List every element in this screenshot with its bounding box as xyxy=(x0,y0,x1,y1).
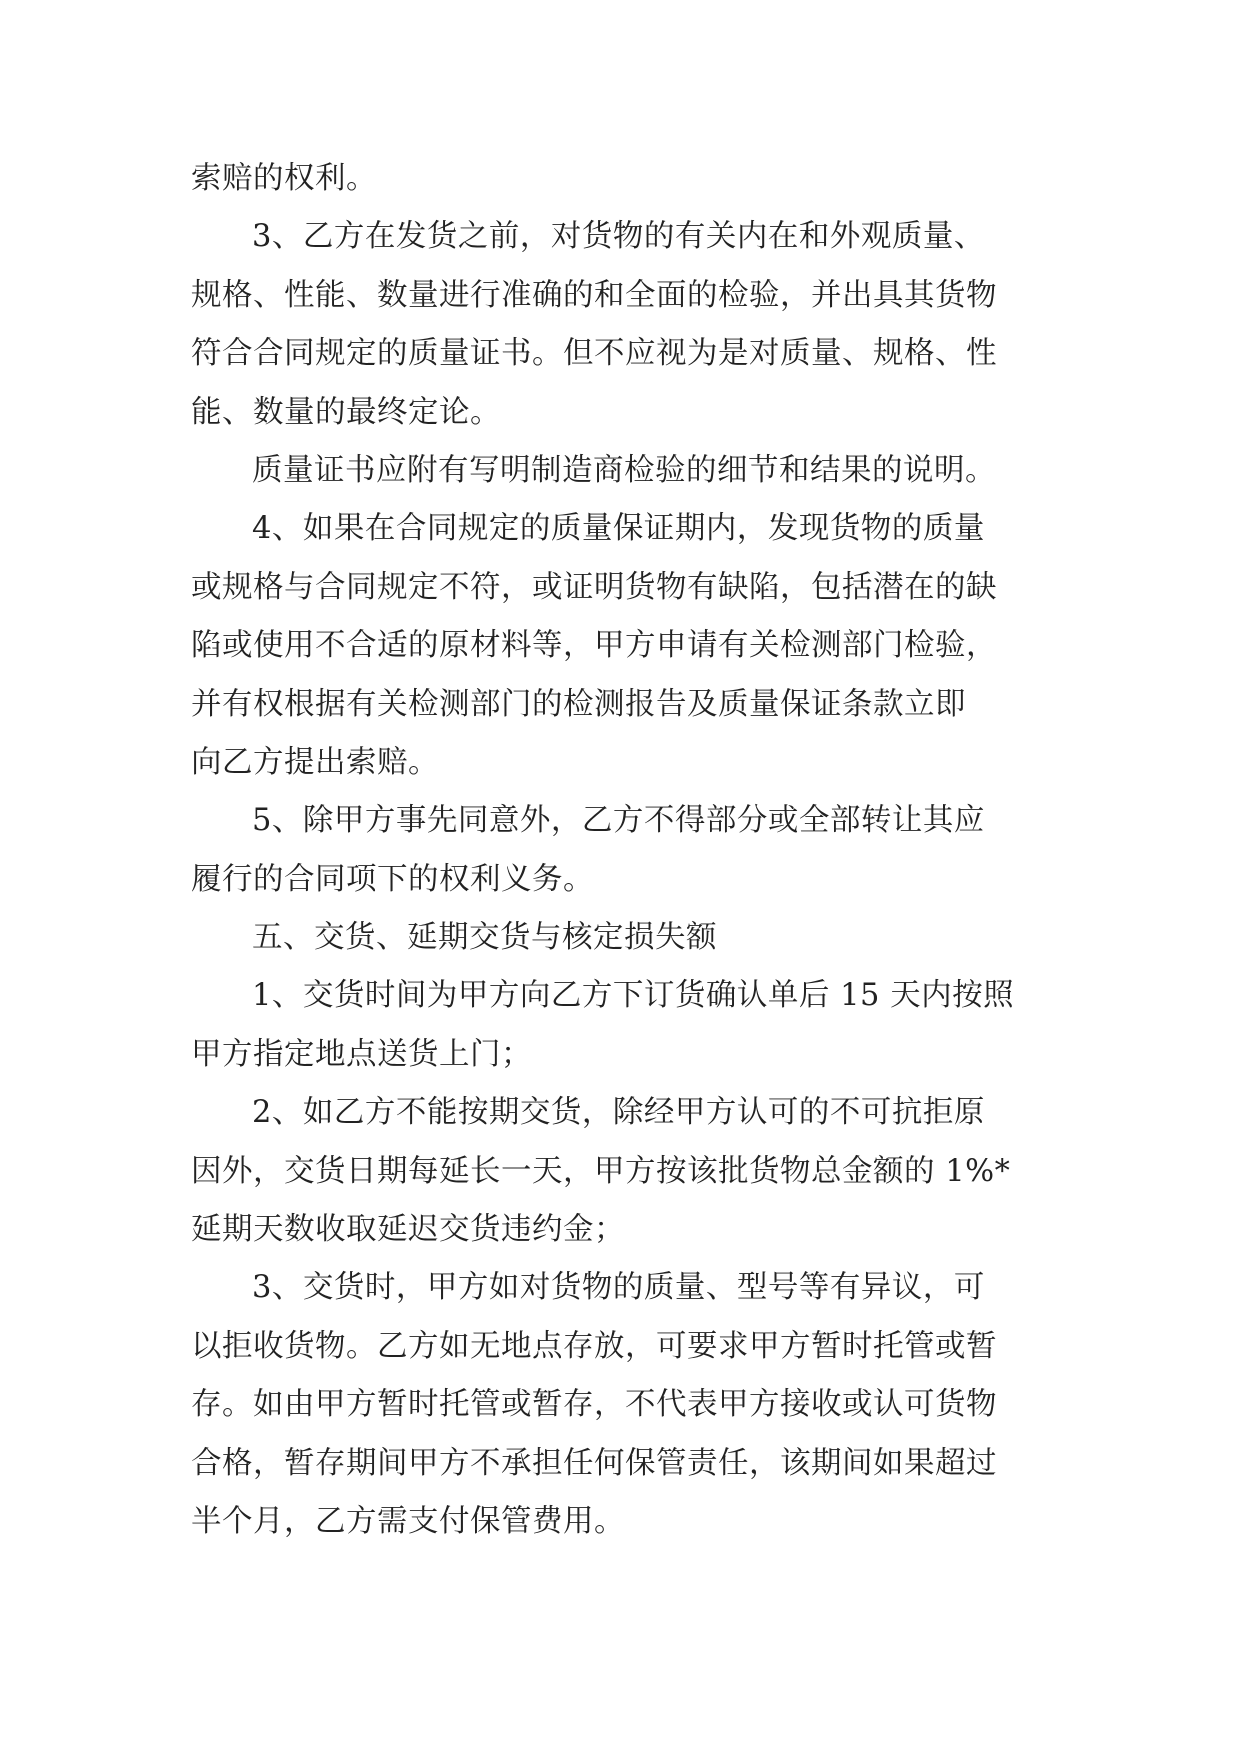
text-line-17: 2、如乙方不能按期交货，除经甲方认可的不可抗拒原 xyxy=(252,1095,985,1131)
text-line-15: 1、交货时间为甲方向乙方下订货确认单后 15 天内按照 xyxy=(252,978,1015,1014)
text-line-2: 3、乙方在发货之前，对货物的有关内在和外观质量、 xyxy=(252,219,985,255)
text-line-10: 并有权根据有关检测部门的检测报告及质量保证条款立即 xyxy=(191,686,966,722)
text-line-23: 合格，暂存期间甲方不承担任何保管责任，该期间如果超过 xyxy=(191,1445,997,1481)
text-line-5: 能、数量的最终定论。 xyxy=(191,394,501,430)
text-line-6: 质量证书应附有写明制造商检验的细节和结果的说明。 xyxy=(252,452,996,488)
text-line-13: 履行的合同项下的权利义务。 xyxy=(191,861,594,897)
text-line-3: 规格、性能、数量进行准确的和全面的检验，并出具其货物 xyxy=(191,277,997,313)
text-line-11: 向乙方提出索赔。 xyxy=(191,744,439,780)
text-line-7: 4、如果在合同规定的质量保证期内，发现货物的质量 xyxy=(252,511,985,547)
text-line-22: 存。如由甲方暂时托管或暂存，不代表甲方接收或认可货物 xyxy=(191,1387,997,1423)
section-heading: 五、交货、延期交货与核定损失额 xyxy=(252,920,717,956)
text-line-21: 以拒收货物。乙方如无地点存放，可要求甲方暂时托管或暂 xyxy=(191,1328,997,1364)
text-line-8: 或规格与合同规定不符，或证明货物有缺陷，包括潜在的缺 xyxy=(191,569,997,605)
text-line-12: 5、除甲方事先同意外，乙方不得部分或全部转让其应 xyxy=(252,803,985,839)
text-line-4: 符合合同规定的质量证书。但不应视为是对质量、规格、性 xyxy=(191,336,997,372)
text-line-16: 甲方指定地点送货上门； xyxy=(191,1036,532,1072)
text-line-24: 半个月，乙方需支付保管费用。 xyxy=(191,1503,625,1539)
text-line-18: 因外，交货日期每延长一天，甲方按该批货物总金额的 1%* xyxy=(191,1153,1011,1189)
text-line-9: 陷或使用不合适的原材料等，甲方申请有关检测部门检验， xyxy=(191,628,997,664)
text-line-19: 延期天数收取延迟交货违约金； xyxy=(191,1212,625,1248)
text-line-20: 3、交货时，甲方如对货物的质量、型号等有异议，可 xyxy=(252,1270,985,1306)
contract-body-text xyxy=(191,150,1071,1551)
text-line-1: 索赔的权利。 xyxy=(191,161,377,196)
